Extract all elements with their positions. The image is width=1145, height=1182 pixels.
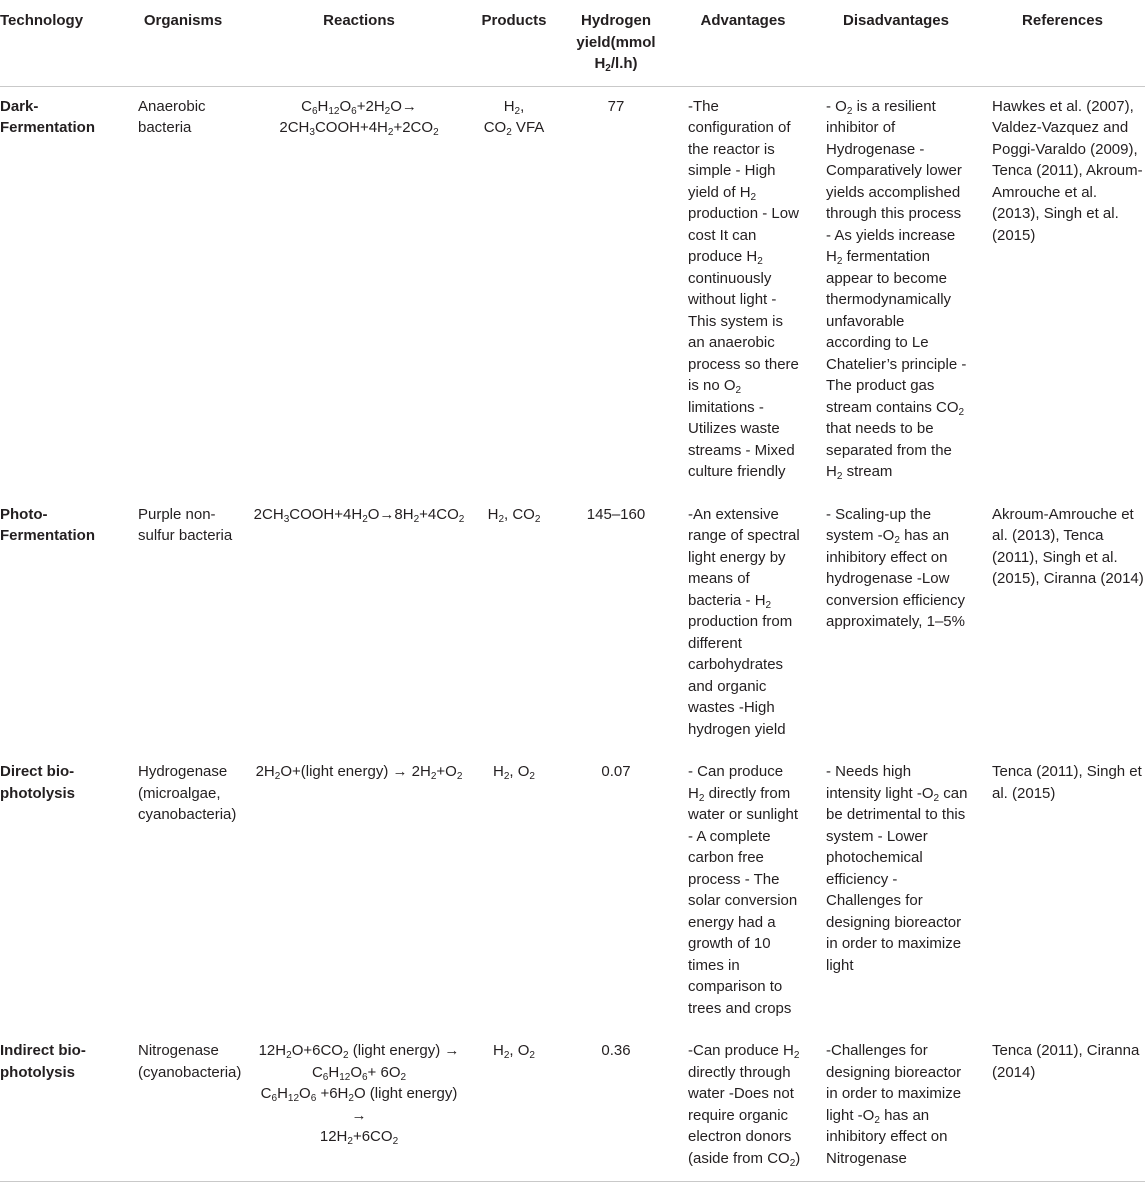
header-disadvantages: Disadvantages bbox=[843, 12, 949, 29]
cell-reactions-line: $C_6H_{12}O_6+ 6O_2$ bbox=[311, 1063, 407, 1083]
cell-products-line: $CO_2$ VFA bbox=[483, 119, 545, 138]
header-row bbox=[0, 0, 1145, 86]
cell-organisms: Purple non-sulfur bacteria bbox=[138, 505, 233, 544]
header-organisms: Organisms bbox=[143, 12, 223, 29]
cell-disadvantages: - $O_2$ is a resilient inhibitor of Hydrogenase - Comparatively lower yields accomplished through this process - As yields increase $H_2$ fermentation appear to become thermodynamically unfavorable according to Le Chatelier’s principle -The product gas stream contains $CO_2$ that needs to be separated from the $H_2$ stream bbox=[826, 97, 967, 482]
cell-technology: Dark-Fermentation bbox=[0, 97, 96, 136]
cell-reactions-line: $C_6H_{12}O_6+2H_2O\to$ bbox=[301, 97, 417, 117]
cell-reactions-line: $12H_2+6CO_2$ bbox=[319, 1128, 399, 1147]
cell-advantages: -Can produce $H_2$ directly through water -Does not require organic electron donors (aside from $CO_2$) bbox=[688, 1042, 801, 1169]
table-body bbox=[0, 86, 1145, 1182]
cell-hydrogen-yield: 145–160 bbox=[586, 505, 646, 523]
cell-reactions-line: $2CH_3COOH+4H_2O\to 8H_2+4CO_2$ bbox=[253, 505, 465, 525]
cell-technology: Photo-Fermentation bbox=[0, 505, 96, 544]
cell-advantages: - Can produce $H_2$ directly from water or sunlight - A complete carbon free process - The solar conversion energy had a growth of 10 times in comparison to trees and crops bbox=[688, 763, 799, 1017]
header-advantages: Advantages bbox=[700, 12, 786, 29]
cell-advantages: -The configuration of the reactor is simple - High yield of $H_2$ production - Low cost It can produce $H_2$ continuously without light -This system is an anaerobic process so there is no $O_2$ limitations - Utilizes waste streams - Mixed culture friendly bbox=[688, 97, 799, 480]
cell-hydrogen-yield: 77 bbox=[607, 97, 625, 115]
table-row bbox=[0, 495, 1145, 753]
table-row bbox=[0, 86, 1145, 495]
cell-disadvantages: -Challenges for designing bioreactor in order to maximize light $-O_2$ has an inhibitory effect on Nitrogenase bbox=[826, 1042, 962, 1167]
cell-references: Akroum-Amrouche et al. (2013), Tenca (2011), Singh et al. (2015), Ciranna (2014) bbox=[992, 505, 1144, 587]
cell-products-line: $H_2$, bbox=[503, 97, 525, 117]
cell-reactions-line: $2CH_3COOH+4H_2+2CO_2$ bbox=[279, 119, 439, 138]
cell-reactions-line: $12H_2O+6CO_2$ (light energy) → bbox=[258, 1042, 460, 1061]
cell-products bbox=[470, 495, 558, 753]
cell-reactions bbox=[248, 495, 470, 753]
cell-products-line: $H_2$, $O_2$ bbox=[493, 763, 535, 782]
cell-reactions bbox=[248, 86, 470, 495]
cell-products bbox=[470, 1031, 558, 1182]
cell-products bbox=[470, 86, 558, 495]
cell-reactions bbox=[248, 1031, 470, 1182]
header-references: References bbox=[1022, 12, 1103, 29]
table-row bbox=[0, 752, 1145, 1031]
cell-organisms: Hydrogenase (microalgae, cyanobacteria) bbox=[138, 763, 237, 823]
cell-reactions-line: $2H_2O+(light$ energy) → $2H_2+O_2$ bbox=[255, 763, 463, 782]
cell-technology: Direct bio-photolysis bbox=[0, 763, 76, 802]
cell-products bbox=[470, 752, 558, 1031]
header-technology: Technology bbox=[0, 12, 84, 29]
cell-products-line: $H_2$, $O_2$ bbox=[493, 1042, 535, 1061]
table-row bbox=[0, 1031, 1145, 1182]
cell-references: Tenca (2011), Ciranna (2014) bbox=[992, 1042, 1140, 1081]
header-reactions: Reactions bbox=[323, 12, 395, 29]
cell-organisms: Nitrogenase (cyanobacteria) bbox=[138, 1042, 242, 1081]
cell-references: Hawkes et al. (2007), Valdez-Vazquez and Poggi-Varaldo (2009), Tenca (2011), Akroum-Amrouche et al. (2013), Singh et al. (2015) bbox=[992, 97, 1143, 244]
cell-hydrogen-yield: 0.07 bbox=[601, 763, 631, 780]
cell-products-line: $H_2$, $CO_2$ bbox=[487, 505, 541, 525]
cell-technology: Indirect bio-photolysis bbox=[0, 1042, 86, 1081]
header-products: Products bbox=[481, 12, 547, 29]
cell-reactions-line: $C_6H_{12}O_6 +6H_2O$ (light energy) → bbox=[260, 1085, 458, 1124]
header-hydrogen-yield: Hydrogen yield(mmol $H_2/l.h$) bbox=[576, 12, 656, 74]
cell-advantages: -An extensive range of spectral light energy by means of bacteria - $H_2$ production from different carbohydrates and organic wastes -High hydrogen yield bbox=[688, 505, 800, 738]
cell-references: Tenca (2011), Singh et al. (2015) bbox=[992, 763, 1142, 802]
cell-disadvantages: - Scaling-up the system $-O_2$ has an inhibitory effect on hydrogenase -Low conversion efficiency approximately, 1–5% bbox=[826, 505, 965, 630]
cell-disadvantages: - Needs high intensity light $-O_2$ can be detrimental to this system - Lower photochemical efficiency - Challenges for designing bioreactor in order to maximize light bbox=[826, 763, 968, 974]
cell-organisms: Anaerobic bacteria bbox=[138, 97, 206, 136]
cell-hydrogen-yield: 0.36 bbox=[601, 1042, 631, 1059]
cell-reactions bbox=[248, 752, 470, 1031]
